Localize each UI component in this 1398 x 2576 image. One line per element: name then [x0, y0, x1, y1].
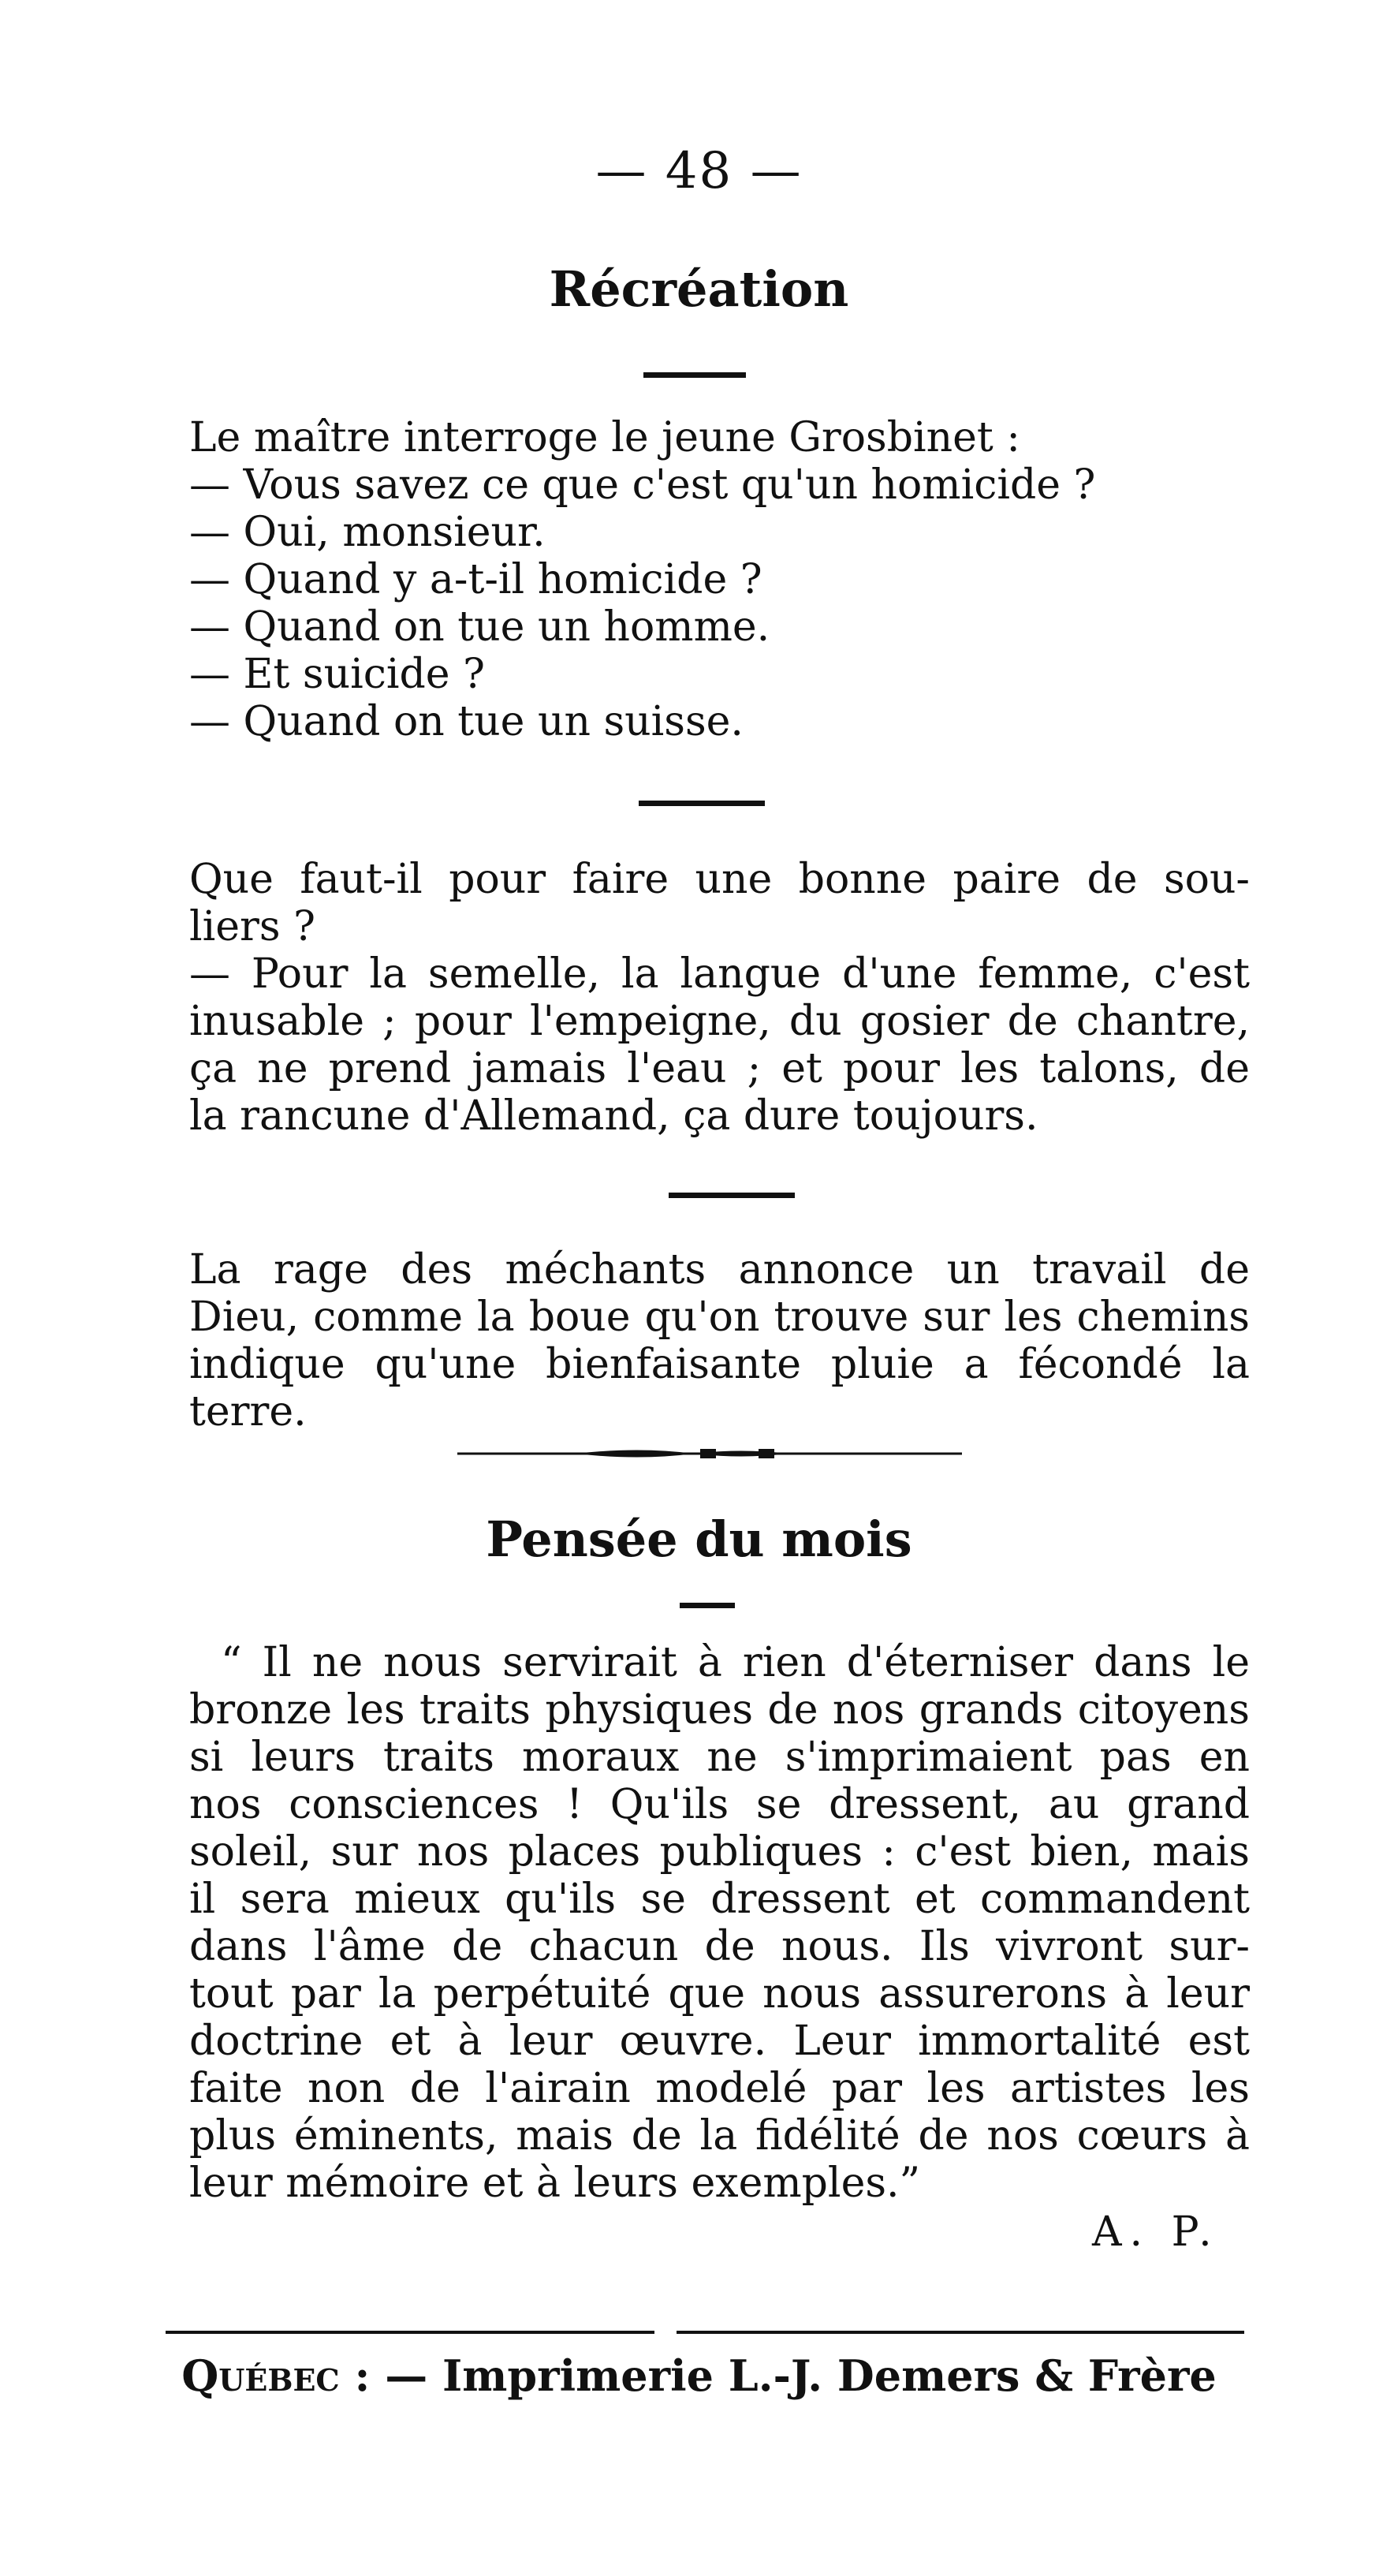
page-number: — 48 — [595, 142, 803, 200]
title-rule [680, 1603, 735, 1608]
text-line: La rage des méchants annonce un travail de [189, 1246, 1250, 1294]
text-line: — Pour la semelle, la langue d'une femme, c'est [189, 950, 1250, 998]
text-line: inusable ; pour l'empeigne, du gosier de chantre, [189, 998, 1250, 1045]
footer-rule-left [166, 2331, 654, 2334]
text-line: “ Il ne nous servirait à rien d'éterniser dans le [221, 1639, 1250, 1686]
text-line: nos consciences ! Qu'ils se dressent, au grand [189, 1781, 1250, 1828]
footer-rule-right [677, 2331, 1244, 2334]
text-line: Que faut-il pour faire une bonne paire de sou- [189, 856, 1250, 903]
ornamental-divider [457, 1445, 962, 1462]
text-line: — Et suicide ? [189, 651, 485, 698]
signature: A. P. [1092, 2208, 1220, 2256]
text-line: plus éminents, mais de la fidélité de nos cœurs à [189, 2112, 1250, 2160]
text-line: ça ne prend jamais l'eau ; et pour les talons, de [189, 1045, 1250, 1092]
section-title-pensee: Pensée du mois [486, 1510, 912, 1568]
text-line: il sera mieux qu'ils se dressent et commandent [189, 1876, 1250, 1923]
text-line: Dieu, comme la boue qu'on trouve sur les chemins [189, 1294, 1250, 1341]
text-line: terre. [189, 1388, 307, 1435]
text-line: — Vous savez ce que c'est qu'un homicide ? [189, 461, 1096, 509]
footer-separator: : — [339, 2350, 443, 2401]
section-title-recreation: Récréation [549, 260, 849, 318]
text-line: bronze les traits physiques de nos grands citoyens [189, 1686, 1250, 1734]
text-line: dans l'âme de chacun de nous. Ils vivront sur- [189, 1923, 1250, 1970]
text-line: — Quand y a-t-il homicide ? [189, 556, 762, 603]
text-line: doctrine et à leur œuvre. Leur immortalité est [189, 2018, 1250, 2065]
text-line: faite non de l'airain modelé par les artistes les [189, 2065, 1250, 2112]
separator-rule [639, 801, 765, 806]
text-line: — Oui, monsieur. [189, 509, 546, 556]
separator-rule [669, 1193, 795, 1198]
text-line: la rancune d'Allemand, ça dure toujours. [189, 1092, 1038, 1140]
text-line: liers ? [189, 903, 315, 950]
joke-2 [189, 856, 1250, 1140]
footer-city: Québec [181, 2350, 340, 2401]
printer-imprint [0, 2350, 1398, 2401]
text-line: Le maître interroge le jeune Grosbinet : [189, 414, 1020, 461]
text-line: leur mémoire et à leurs exemples.” [189, 2160, 921, 2207]
text-line: indique qu'une bienfaisante pluie a fécondé la [189, 1341, 1250, 1388]
text-line: — Quand on tue un suisse. [189, 698, 744, 745]
text-line: soleil, sur nos places publiques : c'est bien, mais [189, 1828, 1250, 1876]
joke-1 [189, 414, 1250, 745]
quote [189, 1639, 1250, 2207]
joke-3 [189, 1246, 1250, 1435]
text-line: — Quand on tue un homme. [189, 603, 770, 651]
footer-printer: Imprimerie L.-J. Demers & Frère [442, 2350, 1217, 2401]
text-line: si leurs traits moraux ne s'imprimaient pas en [189, 1734, 1250, 1781]
title-rule [643, 372, 746, 378]
text-line: tout par la perpétuité que nous assurerons à leur [189, 1970, 1250, 2018]
